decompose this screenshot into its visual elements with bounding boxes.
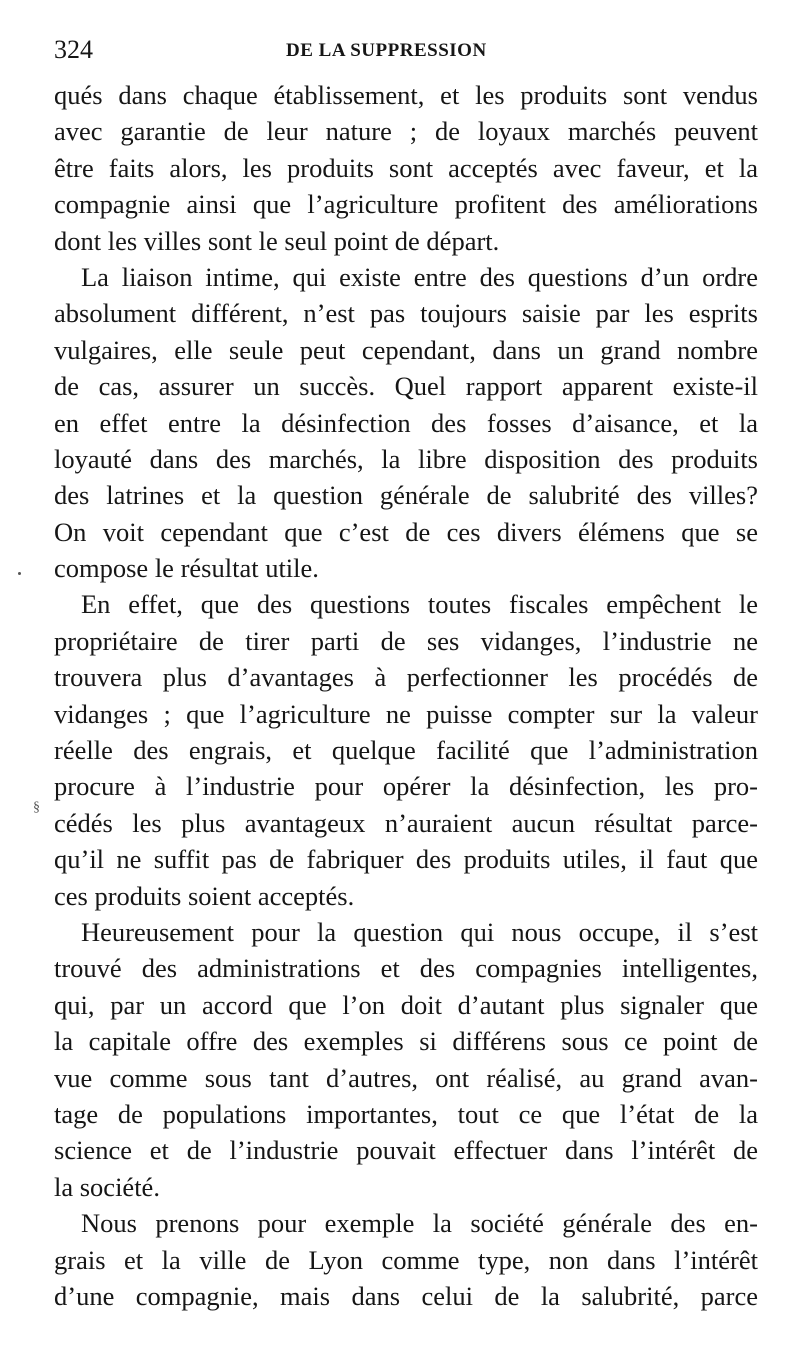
text-line: propriétaire de tirer parti de ses vidanges, l’industrie ne — [54, 625, 758, 656]
text-line: On voit cependant que c’est de ces divers élémens que se — [54, 516, 758, 547]
page-header — [54, 32, 754, 68]
text-line: En effet, que des questions toutes fiscales empêchent le — [81, 589, 758, 620]
text-line: d’une compagnie, mais dans celui de la salubrité, parce — [54, 1280, 758, 1311]
text-line: compagnie ainsi que l’agriculture profitent des améliorations — [54, 189, 758, 220]
margin-mark: § — [33, 800, 40, 815]
text-line: trouvé des administrations et des compagnies intelligentes, — [54, 953, 758, 984]
text-line: qués dans chaque établissement, et les produits sont vendus — [54, 80, 758, 110]
text-line: Heureusement pour la question qui nous occupe, il s’est — [81, 916, 758, 947]
text-line: vue comme sous tant d’autres, ont réalisé, au grand avan- — [54, 1062, 758, 1093]
text-line: absolument différent, n’est pas toujours saisie par les esprits — [54, 298, 758, 329]
text-line: trouvera plus d’avantages à perfectionner les procédés de — [54, 662, 758, 693]
margin-dot — [18, 572, 21, 575]
text-line: qu’il ne suffit pas de fabriquer des produits utiles, il faut que — [54, 844, 758, 875]
text-line: science et de l’industrie pouvait effectuer dans l’intérêt de — [54, 1135, 758, 1166]
running-head: DE LA SUPPRESSION — [286, 40, 487, 61]
text-line: ces produits soient acceptés. — [54, 880, 355, 911]
text-line: procure à l’industrie pour opérer la désinfection, les pro- — [54, 771, 758, 802]
text-line: en effet entre la désinfection des fosses d’aisance, et la — [54, 407, 758, 438]
text-line: de cas, assurer un succès. Quel rapport apparent existe-il — [54, 371, 758, 402]
text-line: avec garantie de leur nature ; de loyaux marchés peuvent — [54, 116, 758, 147]
text-line: vidanges ; que l’agriculture ne puisse compter sur la valeur — [54, 698, 758, 729]
body-text — [54, 77, 758, 1314]
text-line: la capitale offre des exemples si différens sous ce point de — [54, 1026, 758, 1057]
text-line: vulgaires, elle seule peut cependant, dans un grand nombre — [54, 334, 758, 365]
text-line: la société. — [54, 1171, 160, 1202]
text-line: tage de populations importantes, tout ce que l’état de la — [54, 1098, 758, 1129]
text-line: être faits alors, les produits sont acceptés avec faveur, et la — [54, 152, 758, 183]
text-line: cédés les plus avantageux n’auraient aucun résultat parce- — [54, 807, 758, 838]
text-line: qui, par un accord que l’on doit d’autant plus signaler que — [54, 989, 758, 1020]
text-line: dont les villes sont le seul point de départ. — [54, 225, 500, 256]
text-line: des latrines et la question générale de salubrité des villes? — [54, 480, 758, 511]
page-number: 324 — [54, 35, 93, 64]
text-line: La liaison intime, qui existe entre des questions d’un ordre — [81, 261, 758, 292]
text-line: réelle des engrais, et quelque facilité que l’administration — [54, 735, 758, 766]
text-line: grais et la ville de Lyon comme type, non dans l’intérêt — [54, 1244, 758, 1275]
text-line: Nous prenons pour exemple la société générale des en- — [81, 1208, 758, 1239]
text-line: loyauté dans des marchés, la libre disposition des produits — [54, 443, 758, 474]
text-line: compose le résultat utile. — [54, 553, 319, 584]
